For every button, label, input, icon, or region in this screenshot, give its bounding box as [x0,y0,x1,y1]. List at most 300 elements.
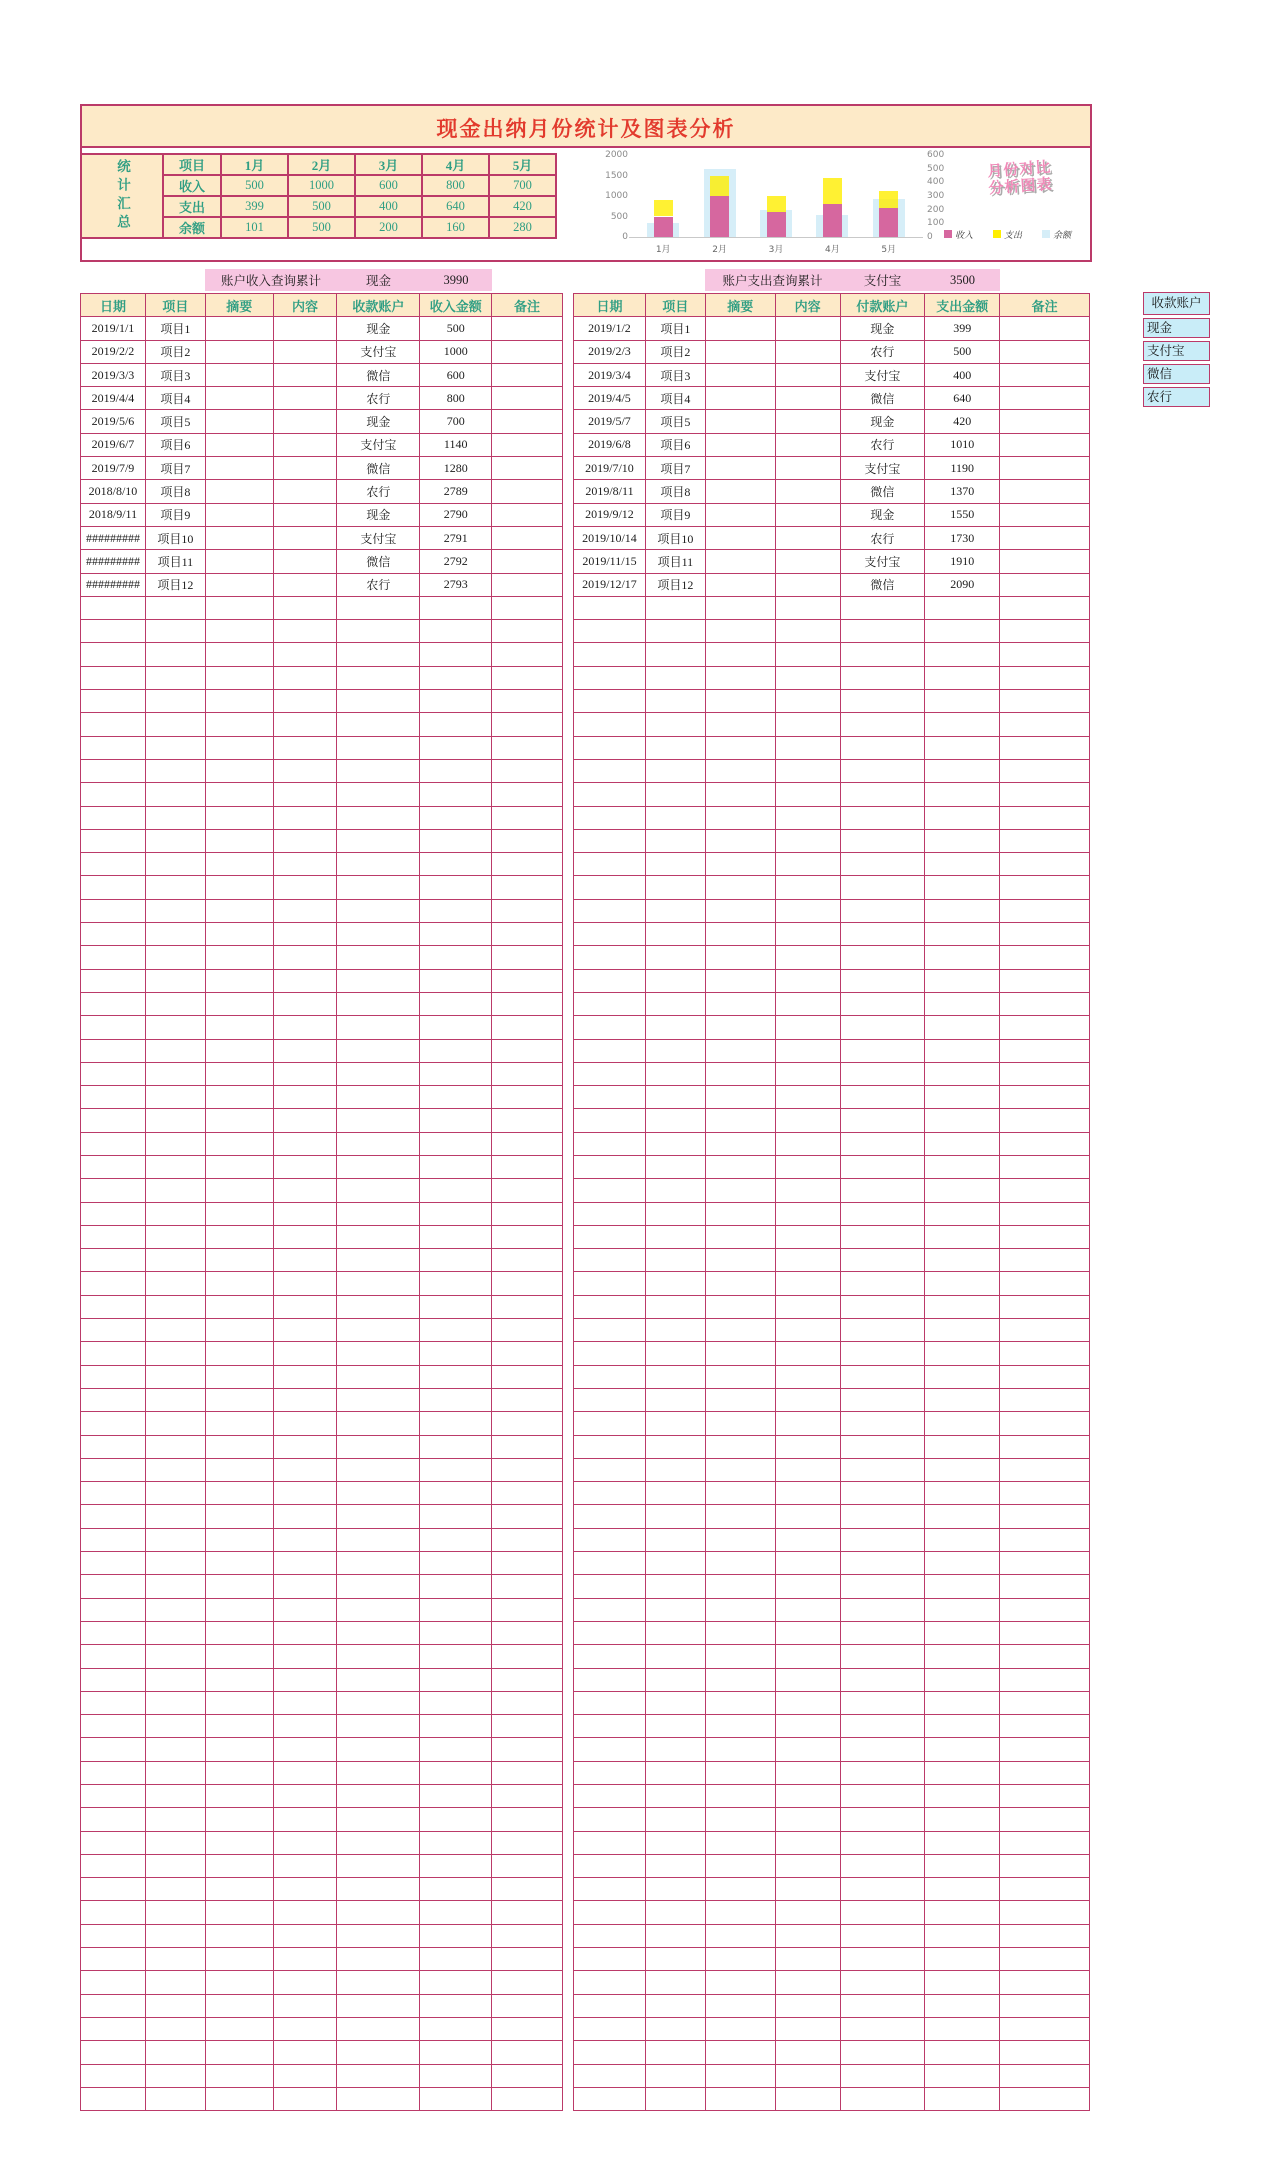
cell[interactable] [273,1202,337,1225]
cell[interactable]: 项目6 [145,433,205,456]
cell[interactable] [205,340,273,363]
cell[interactable] [81,1761,146,1784]
cell[interactable] [81,1715,146,1738]
cell[interactable] [574,1715,646,1738]
cell[interactable] [925,1528,1000,1551]
cell[interactable] [145,1691,205,1714]
cell[interactable] [574,2087,646,2110]
cell[interactable] [775,1412,840,1435]
cell[interactable]: 现金 [840,410,925,433]
cell[interactable] [205,1062,273,1085]
cell[interactable]: 2018/9/11 [81,503,146,526]
cell[interactable] [81,1948,146,1971]
cell[interactable] [840,1482,925,1505]
cell[interactable] [420,2017,492,2040]
cell[interactable] [1000,1342,1090,1365]
cell[interactable] [840,1971,925,1994]
cell[interactable] [1000,759,1090,782]
cell[interactable] [420,1645,492,1668]
cell[interactable] [205,1202,273,1225]
cell[interactable] [1000,1365,1090,1388]
cell[interactable] [574,1831,646,1854]
cell[interactable] [775,1249,840,1272]
cell[interactable] [1000,1738,1090,1761]
cell[interactable] [705,829,775,852]
cell[interactable] [925,806,1000,829]
cell[interactable] [145,1668,205,1691]
summary-value[interactable]: 399 [221,196,288,217]
cell[interactable] [775,1272,840,1295]
cell[interactable] [81,853,146,876]
cell[interactable] [574,1086,646,1109]
cell[interactable] [775,1691,840,1714]
cell[interactable] [925,853,1000,876]
cell[interactable] [492,1319,563,1342]
cell[interactable] [492,573,563,596]
cell[interactable] [420,1831,492,1854]
cell[interactable] [925,783,1000,806]
cell[interactable] [775,1785,840,1808]
cell[interactable] [81,1971,146,1994]
cell[interactable]: 1000 [420,340,492,363]
cell[interactable] [705,1738,775,1761]
cell[interactable] [645,1948,705,1971]
cell[interactable] [420,1808,492,1831]
cell[interactable] [705,946,775,969]
cell[interactable] [775,2087,840,2110]
cell[interactable] [574,1621,646,1644]
cell[interactable] [574,1808,646,1831]
cell[interactable] [492,2087,563,2110]
cell[interactable] [420,1435,492,1458]
cell[interactable] [337,1016,420,1039]
cell[interactable] [925,1179,1000,1202]
cell[interactable] [1000,596,1090,619]
cell[interactable] [705,387,775,410]
cell[interactable] [145,2087,205,2110]
cell[interactable] [1000,899,1090,922]
cell[interactable] [574,1948,646,1971]
cell[interactable]: 800 [420,387,492,410]
cell[interactable] [775,713,840,736]
column-header[interactable]: 备注 [492,294,563,317]
cell[interactable]: 1010 [925,433,1000,456]
cell[interactable] [775,457,840,480]
cell[interactable] [205,1249,273,1272]
cell[interactable]: 项目4 [645,387,705,410]
cell[interactable] [273,899,337,922]
cell[interactable] [645,1365,705,1388]
cell[interactable] [925,1225,1000,1248]
cell[interactable] [1000,1808,1090,1831]
cell[interactable] [840,2087,925,2110]
summary-value[interactable]: 800 [422,175,489,196]
cell[interactable]: 2019/6/8 [574,433,646,456]
cell[interactable] [273,1994,337,2017]
cell[interactable] [205,317,273,340]
cell[interactable] [420,783,492,806]
cell[interactable] [1000,1319,1090,1342]
cell[interactable] [705,1155,775,1178]
cell[interactable] [1000,1971,1090,1994]
summary-header[interactable]: 5月 [489,154,556,175]
cell[interactable] [645,876,705,899]
cell[interactable] [145,1808,205,1831]
cell[interactable] [645,1878,705,1901]
cell[interactable] [574,1994,646,2017]
cell[interactable] [1000,1458,1090,1481]
cell[interactable] [145,992,205,1015]
cell[interactable] [145,759,205,782]
column-header[interactable]: 收款账户 [337,294,420,317]
cell[interactable] [81,1994,146,2017]
cell[interactable] [81,1225,146,1248]
cell[interactable] [645,1645,705,1668]
cell[interactable] [840,713,925,736]
cell[interactable] [645,1808,705,1831]
accounts-panel-item[interactable]: 现金 [1143,318,1210,338]
cell[interactable] [705,969,775,992]
cell[interactable] [574,829,646,852]
cell[interactable] [273,1132,337,1155]
cell[interactable] [420,1225,492,1248]
column-header[interactable]: 备注 [1000,294,1090,317]
cell[interactable] [645,1761,705,1784]
cell[interactable] [337,596,420,619]
cell[interactable] [205,690,273,713]
summary-header[interactable]: 3月 [355,154,422,175]
cell[interactable] [775,1295,840,1318]
cell[interactable] [337,853,420,876]
cell[interactable] [492,1901,563,1924]
cell[interactable] [205,1319,273,1342]
cell[interactable] [574,736,646,759]
cell[interactable] [420,1272,492,1295]
cell[interactable] [574,946,646,969]
cell[interactable] [705,1854,775,1877]
cell[interactable] [273,1225,337,1248]
cell[interactable] [145,923,205,946]
cell[interactable] [840,1831,925,1854]
cell[interactable] [145,643,205,666]
cell[interactable] [81,1132,146,1155]
cell[interactable] [273,1482,337,1505]
cell[interactable] [205,969,273,992]
cell[interactable] [840,1575,925,1598]
accounts-panel-item[interactable]: 农行 [1143,387,1210,407]
cell[interactable] [705,1901,775,1924]
cell[interactable] [925,1948,1000,1971]
cell[interactable] [705,363,775,386]
cell[interactable] [840,1458,925,1481]
cell[interactable] [840,2017,925,2040]
cell[interactable] [420,1785,492,1808]
cell[interactable] [925,1132,1000,1155]
cell[interactable] [492,317,563,340]
cell[interactable] [337,643,420,666]
summary-value[interactable]: 500 [288,217,355,238]
cell[interactable] [145,1319,205,1342]
cell[interactable] [337,2017,420,2040]
cell[interactable] [205,1854,273,1877]
cell[interactable] [840,643,925,666]
cell[interactable] [420,1994,492,2017]
column-header[interactable]: 收入金额 [420,294,492,317]
cell[interactable] [492,387,563,410]
cell[interactable] [81,899,146,922]
cell[interactable] [705,1039,775,1062]
cell[interactable] [840,1854,925,1877]
cell[interactable] [775,503,840,526]
cell[interactable] [205,1132,273,1155]
cell[interactable] [925,1062,1000,1085]
cell[interactable] [574,876,646,899]
cell[interactable] [492,340,563,363]
cell[interactable] [705,1109,775,1132]
cell[interactable] [205,1621,273,1644]
cell[interactable] [492,829,563,852]
cell[interactable] [840,992,925,1015]
cell[interactable]: 2019/5/7 [574,410,646,433]
cell[interactable] [840,620,925,643]
cell[interactable] [337,1155,420,1178]
cell[interactable]: 项目3 [145,363,205,386]
cell[interactable] [492,806,563,829]
cell[interactable]: 600 [420,363,492,386]
cell[interactable] [1000,1249,1090,1272]
cell[interactable] [273,1621,337,1644]
cell[interactable] [273,1831,337,1854]
cell[interactable] [273,1808,337,1831]
cell[interactable] [492,1249,563,1272]
cell[interactable] [420,736,492,759]
cell[interactable] [645,1785,705,1808]
cell[interactable] [337,1598,420,1621]
cell[interactable] [840,2064,925,2087]
cell[interactable] [492,1225,563,1248]
cell[interactable] [1000,363,1090,386]
cell[interactable] [775,1179,840,1202]
cell[interactable] [705,713,775,736]
summary-value[interactable]: 640 [422,196,489,217]
cell[interactable] [81,1738,146,1761]
cell[interactable] [925,666,1000,689]
cell[interactable] [705,1342,775,1365]
cell[interactable] [492,363,563,386]
cell[interactable] [1000,433,1090,456]
cell[interactable] [840,1132,925,1155]
cell[interactable] [205,1901,273,1924]
cell[interactable] [840,1062,925,1085]
cell[interactable] [337,1342,420,1365]
cell[interactable] [1000,853,1090,876]
accounts-panel-item[interactable]: 支付宝 [1143,341,1210,361]
cell[interactable] [205,1808,273,1831]
cell[interactable] [81,1062,146,1085]
cell[interactable] [337,1738,420,1761]
cell[interactable] [145,1971,205,1994]
cell[interactable] [925,1016,1000,1039]
cell[interactable] [81,1272,146,1295]
cell[interactable] [81,1808,146,1831]
cell[interactable] [1000,1691,1090,1714]
cell[interactable] [705,666,775,689]
cell[interactable] [145,1342,205,1365]
cell[interactable] [337,736,420,759]
cell[interactable] [337,1901,420,1924]
cell[interactable] [145,1249,205,1272]
cell[interactable]: 项目2 [145,340,205,363]
cell[interactable] [1000,1948,1090,1971]
cell[interactable] [273,1761,337,1784]
cell[interactable] [574,1552,646,1575]
cell[interactable] [492,1621,563,1644]
cell[interactable] [337,1924,420,1947]
cell[interactable] [420,1924,492,1947]
cell[interactable] [145,713,205,736]
cell[interactable] [705,1924,775,1947]
cell[interactable] [145,596,205,619]
cell[interactable] [145,1785,205,1808]
cell[interactable] [775,1016,840,1039]
cell[interactable] [574,1179,646,1202]
cell[interactable] [205,1342,273,1365]
cell[interactable] [775,1854,840,1877]
cell[interactable] [705,1435,775,1458]
cell[interactable] [492,2041,563,2064]
cell[interactable] [925,690,1000,713]
cell[interactable] [492,899,563,922]
cell[interactable]: 2793 [420,573,492,596]
cell[interactable] [1000,806,1090,829]
cell[interactable] [492,923,563,946]
cell[interactable] [1000,736,1090,759]
cell[interactable] [705,1645,775,1668]
cell[interactable] [492,1062,563,1085]
summary-value[interactable]: 700 [489,175,556,196]
cell[interactable] [925,1039,1000,1062]
cell[interactable] [81,1831,146,1854]
cell[interactable] [81,946,146,969]
cell[interactable] [645,1109,705,1132]
cell[interactable] [775,1738,840,1761]
cell[interactable] [492,690,563,713]
cell[interactable] [645,1994,705,2017]
cell[interactable] [1000,829,1090,852]
cell[interactable] [1000,1575,1090,1598]
cell[interactable] [420,1179,492,1202]
cell[interactable] [337,1854,420,1877]
cell[interactable]: 2019/11/15 [574,550,646,573]
cell[interactable] [205,1715,273,1738]
cell[interactable] [145,1878,205,1901]
cell[interactable] [420,2087,492,2110]
cell[interactable] [1000,1482,1090,1505]
cell[interactable] [645,713,705,736]
cell[interactable] [1000,783,1090,806]
cell[interactable] [775,736,840,759]
cell[interactable] [925,1598,1000,1621]
cell[interactable] [705,457,775,480]
cell[interactable] [574,1645,646,1668]
cell[interactable] [420,1319,492,1342]
cell[interactable] [492,596,563,619]
cell[interactable] [574,899,646,922]
cell[interactable] [1000,1645,1090,1668]
cell[interactable] [840,1901,925,1924]
cell[interactable] [645,1132,705,1155]
cell[interactable] [840,1109,925,1132]
cell[interactable] [775,1039,840,1062]
cell[interactable] [645,783,705,806]
cell[interactable] [574,759,646,782]
cell[interactable] [840,759,925,782]
cell[interactable] [492,1202,563,1225]
cell[interactable] [205,1086,273,1109]
cell[interactable] [81,1785,146,1808]
cell[interactable] [337,1109,420,1132]
cell[interactable] [337,1715,420,1738]
cell[interactable] [925,1435,1000,1458]
cell[interactable] [1000,1994,1090,2017]
cell[interactable] [775,550,840,573]
cell[interactable] [205,1179,273,1202]
cell[interactable] [775,2064,840,2087]
cell[interactable]: 2019/7/10 [574,457,646,480]
cell[interactable] [574,2017,646,2040]
cell[interactable]: 2019/10/14 [574,526,646,549]
cell[interactable] [492,1388,563,1411]
cell[interactable] [925,2064,1000,2087]
cell[interactable] [925,1575,1000,1598]
cell[interactable] [273,1016,337,1039]
cell[interactable] [492,1179,563,1202]
cell[interactable] [492,1691,563,1714]
cell[interactable] [492,713,563,736]
cell[interactable] [205,1761,273,1784]
cell[interactable] [205,1109,273,1132]
cell[interactable] [705,1202,775,1225]
cell[interactable]: 农行 [840,526,925,549]
cell[interactable] [645,899,705,922]
cell[interactable] [574,783,646,806]
cell[interactable] [1000,503,1090,526]
cell[interactable] [840,1808,925,1831]
cell[interactable] [420,713,492,736]
cell[interactable] [705,1482,775,1505]
cell[interactable] [775,526,840,549]
cell[interactable]: 2792 [420,550,492,573]
cell[interactable] [705,1319,775,1342]
cell[interactable] [645,1482,705,1505]
cell[interactable] [645,1295,705,1318]
cell[interactable] [273,1691,337,1714]
cell[interactable] [420,1039,492,1062]
cell[interactable] [205,992,273,1015]
cell[interactable] [81,1086,146,1109]
cell[interactable] [273,1155,337,1178]
cell[interactable] [81,923,146,946]
cell[interactable] [273,1715,337,1738]
cell[interactable] [645,1388,705,1411]
cell[interactable] [925,899,1000,922]
cell[interactable] [574,1202,646,1225]
cell[interactable] [81,1901,146,1924]
cell[interactable]: 2791 [420,526,492,549]
cell[interactable] [775,1202,840,1225]
cell[interactable] [492,1598,563,1621]
cell[interactable] [574,1388,646,1411]
